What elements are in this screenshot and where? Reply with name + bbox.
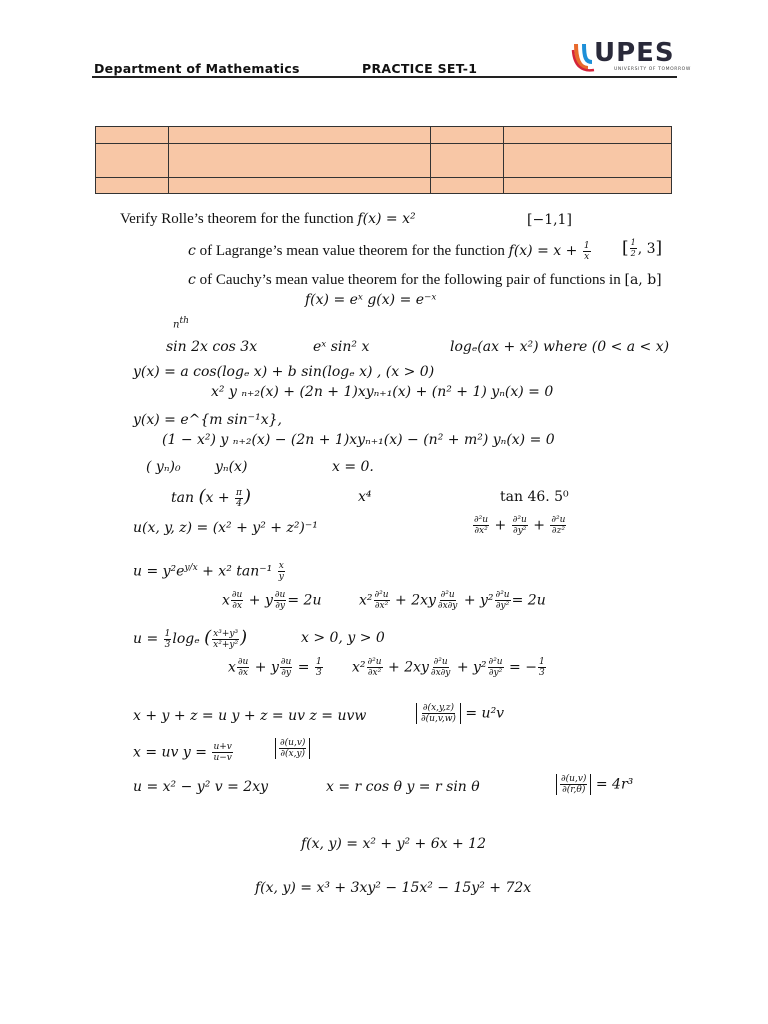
table-cell	[96, 127, 169, 144]
recurrence-2: (1 − x²) y ₙ₊₂(x) − (2n + 1)xyₙ₊₁(x) − (n² + m²) yₙ(x) = 0	[162, 432, 555, 448]
table-cell	[431, 127, 504, 144]
y-definition-1: y(x) = a cos(logₑ x) + b sin(logₑ x) , (x > 0)	[133, 364, 435, 380]
euler-second-order-2: x² $\frac{\text{∂²u}}{\text{∂x²}}$ + 2xy $\frac{\text{∂²u}}{\partial x\partial y}$ + y² $\frac{\text{∂²u}}{\text{∂y²}}$ = − $\frac{1}{3}$	[352, 657, 545, 678]
transform-uv: x = uv y = $\frac{u+v}{u-v}$	[133, 742, 232, 763]
cauchy-line	[188, 272, 662, 289]
eq1-rhs: = 2u	[287, 592, 322, 609]
table-cell	[431, 144, 504, 178]
table-row	[96, 178, 672, 194]
euler-first-order-1: x $\frac{\partial u}{\partial x}$ + y $\frac{\partial u}{\partial y}$ = 2u	[222, 590, 322, 611]
u3-text: u =	[133, 631, 163, 647]
logo-text: UPES	[594, 38, 675, 68]
u2-text: u = y²e	[133, 563, 185, 580]
u-definition-1: u(x, y, z) = (x² + y² + z²)⁻¹	[133, 520, 318, 536]
u3-log: logₑ	[172, 631, 200, 647]
table-cell	[96, 178, 169, 194]
rolle-line	[120, 211, 416, 228]
transform-polar-uv: u = x² − y² v = 2xy	[133, 779, 269, 795]
table-cell	[504, 127, 672, 144]
x4-expression: x⁴	[358, 489, 372, 505]
rolle-function: f(x) = x²	[357, 211, 416, 227]
lagrange-interval: [ $\frac{1}{2}$ , 3]	[622, 238, 663, 258]
logo-subtext: UNIVERSITY OF TOMORROW	[614, 67, 691, 72]
cauchy-text: of Cauchy’s mean value theorem for the following pair of functions in	[195, 272, 625, 288]
cauchy-functions: f(x) = eˣ g(x) = e⁻ˣ	[305, 292, 437, 308]
x-equals-zero: x = 0.	[332, 459, 374, 475]
u-definition-3: u = $\frac{1}{3}$ logₑ ( $\frac{\text{x³+y³}}{\text{x²+y²}}$ )	[133, 627, 248, 650]
laplacian: $\frac{\text{∂²u}}{\text{∂x²}}$ + $\frac{\text{∂²u}}{\text{∂y²}}$ + $\frac{\text{∂²u}}{\text{∂z²}}$	[474, 515, 566, 536]
y-definition-2: y(x) = e^{m sin⁻¹x},	[133, 412, 282, 428]
u-definition-2: $u = y^2e^{y/x} + x^2$ tan⁻¹ $\frac{x}{y}$	[133, 561, 284, 582]
domain-condition: x > 0, y > 0	[301, 630, 385, 646]
rolle-text: Verify Rolle’s theorem for the function	[120, 211, 358, 227]
cauchy-c: c	[188, 272, 196, 288]
rolle-interval: [−1,1]	[527, 212, 572, 228]
yn-at-zero: ( yₙ)₀	[146, 459, 181, 475]
upes-logo	[570, 38, 691, 76]
table-row	[96, 127, 672, 144]
transform-polar-xy: x = r cos θ y = r sin θ	[326, 779, 480, 795]
department-title: Department of Mathematics	[94, 61, 300, 76]
table-cell	[504, 178, 672, 194]
table-cell	[431, 178, 504, 194]
practice-set-title: PRACTICE SET-1	[362, 61, 478, 76]
euler-first-order-2: x $\frac{\partial u}{\partial x}$ + y $\frac{\partial u}{\partial y}$ = $\frac{1}{3}$	[228, 657, 322, 678]
table-cell	[169, 178, 431, 194]
cauchy-interval: [a, b]	[624, 272, 662, 288]
exp-expression: eˣ sin² x	[313, 339, 370, 355]
tan-expression: tan (x + $\frac{\pi}{4}$ )	[171, 486, 251, 509]
u2-tail: + x² tan⁻¹	[197, 563, 273, 580]
lagrange-function: f(x) = x +	[508, 242, 582, 259]
info-table	[95, 126, 672, 194]
lagrange-c: c	[188, 242, 196, 259]
lagrange-text: of Lagrange’s mean value theorem for the function	[195, 242, 509, 259]
table-cell	[169, 127, 431, 144]
tan46-expression: tan 46. 5⁰	[500, 489, 569, 505]
jacobian-2: $\frac{\partial(u,v)}{\partial(x,y)}$	[275, 738, 310, 759]
function-extrema-2: f(x, y) = x³ + 3xy² − 15x² − 15y² + 72x	[255, 880, 532, 896]
jacobian-3: $\frac{\partial(u,v)}{\partial(r,\theta)}$ = 4r³	[556, 774, 633, 795]
log-expression: logₑ(ax + x²) where (0 < a < x)	[450, 339, 670, 355]
jac3-rhs: = 4r³	[595, 776, 634, 793]
table-cell	[169, 144, 431, 178]
sin-expression: sin 2x cos 3x	[166, 339, 258, 355]
nth-label: $n^{th}$	[173, 316, 189, 331]
eq2-rhs: = 2u	[511, 592, 546, 609]
table-row	[96, 144, 672, 178]
table-cell	[96, 144, 169, 178]
transform-xyz: x + y + z = u y + z = uv z = uvw	[133, 708, 367, 724]
lagrange-line: c of Lagrange’s mean value theorem for the function f(x) = x + $\frac{1}{x}$	[188, 241, 590, 262]
function-extrema-1: f(x, y) = x² + y² + 6x + 12	[301, 836, 486, 852]
tan-label: tan	[171, 490, 194, 506]
yn-of-x: yₙ(x)	[215, 459, 248, 475]
recurrence-1: x² y ₙ₊₂(x) + (2n + 1)xyₙ₊₁(x) + (n² + 1) yₙ(x) = 0	[211, 384, 554, 400]
jac1-rhs: = u²v	[465, 705, 505, 722]
uv-text: x = uv y =	[133, 744, 212, 761]
euler-second-order-1: x² $\frac{\text{∂²u}}{\text{∂x²}}$ + 2xy $\frac{\text{∂²u}}{\partial x\partial y}$ + y² $\frac{\text{∂²u}}{\text{∂y²}}$ = 2u	[359, 590, 546, 611]
header-rule	[92, 76, 677, 78]
jacobian-1: $\frac{\partial(x,y,z)}{\partial(u,v,w)}$ = u²v	[416, 703, 504, 724]
table-cell	[504, 144, 672, 178]
